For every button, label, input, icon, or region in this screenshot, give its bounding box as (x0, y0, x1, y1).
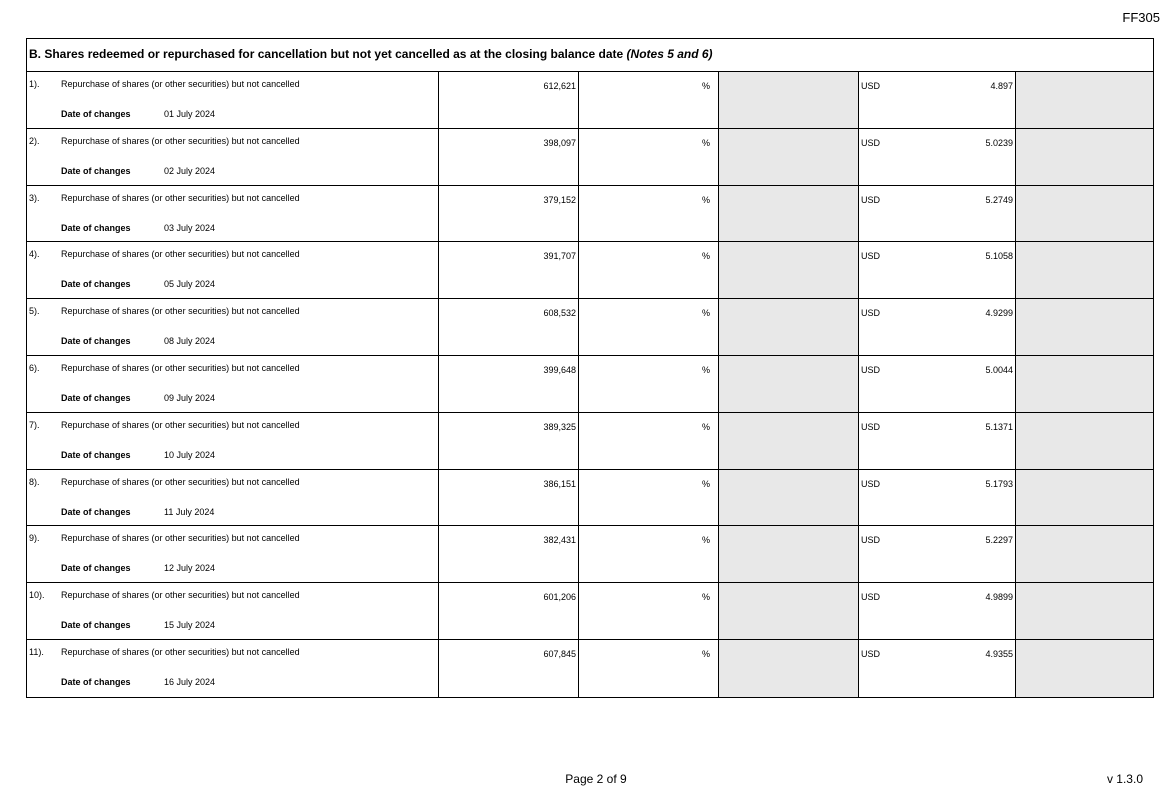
price-value: 5.0044 (985, 364, 1013, 375)
section-title-text: B. Shares redeemed or repurchased for cancellation but not yet cancelled as at the closing balance date (29, 47, 624, 61)
price-cell (858, 583, 1015, 639)
shaded-cell (1015, 526, 1153, 582)
shaded-cell (718, 413, 858, 469)
percent-cell: % (578, 640, 718, 697)
shares-cell: 607,845 (438, 640, 578, 697)
price-value: 5.1371 (985, 421, 1013, 432)
shaded-cell (1015, 299, 1153, 355)
price-cell (858, 470, 1015, 526)
date-of-changes-label: Date of changes (61, 563, 131, 574)
shaded-cell (1015, 413, 1153, 469)
date-of-changes-value: 10 July 2024 (164, 449, 216, 460)
shares-cell: 398,097 (438, 129, 578, 185)
date-of-changes-value: 11 July 2024 (164, 506, 215, 517)
currency-label: USD (861, 81, 881, 91)
shares-cell: 382,431 (438, 526, 578, 582)
date-of-changes-value: 03 July 2024 (164, 222, 216, 233)
currency-label: USD (861, 535, 881, 546)
shaded-cell (1015, 470, 1153, 526)
shaded-cell (718, 640, 858, 697)
row-index: 1). (29, 79, 40, 89)
price-cell (858, 413, 1015, 469)
shaded-cell (718, 72, 858, 128)
row-description: Repurchase of shares (or other securities) but not cancelled (61, 306, 300, 317)
description-cell (27, 470, 438, 526)
shares-cell: 391,707 (438, 242, 578, 298)
row-index: 9). (29, 533, 40, 544)
date-of-changes-label: Date of changes (61, 392, 131, 403)
description-cell (27, 242, 438, 298)
shaded-cell (718, 242, 858, 298)
percent-cell: % (578, 72, 718, 128)
shaded-cell (718, 299, 858, 355)
percent-cell: % (578, 526, 718, 582)
description-cell (27, 129, 438, 185)
section-title (27, 39, 1153, 72)
shaded-cell (1015, 72, 1153, 128)
shaded-cell (1015, 186, 1153, 242)
percent-cell: % (578, 186, 718, 242)
currency-label: USD (861, 194, 881, 205)
date-of-changes-label: Date of changes (61, 336, 131, 347)
shares-cell: 601,206 (438, 583, 578, 639)
shaded-cell (718, 470, 858, 526)
shaded-cell (1015, 242, 1153, 298)
date-of-changes-label: Date of changes (61, 620, 131, 631)
table-row (27, 413, 1153, 470)
currency-label: USD (861, 308, 881, 319)
table-row (27, 356, 1153, 413)
shares-cell: 389,325 (438, 413, 578, 469)
section-notes: (Notes 5 and 6) (626, 47, 713, 61)
price-value: 4.897 (990, 81, 1013, 91)
date-of-changes-label: Date of changes (61, 279, 131, 290)
percent-cell: % (578, 583, 718, 639)
description-cell (27, 640, 438, 697)
percent-cell: % (578, 129, 718, 185)
row-description: Repurchase of shares (or other securities) but not cancelled (61, 476, 300, 487)
row-index: 8). (29, 476, 40, 487)
percent-cell: % (578, 242, 718, 298)
date-of-changes-label: Date of changes (61, 165, 131, 176)
row-description: Repurchase of shares (or other securities) but not cancelled (61, 79, 300, 89)
currency-label: USD (861, 421, 881, 432)
price-cell (858, 640, 1015, 697)
row-index: 2). (29, 135, 40, 146)
price-value: 5.2749 (985, 194, 1013, 205)
price-cell (858, 186, 1015, 242)
currency-label: USD (861, 648, 881, 659)
currency-label: USD (861, 592, 881, 603)
description-cell (27, 583, 438, 639)
description-cell (27, 72, 438, 128)
table-row (27, 242, 1153, 299)
shaded-cell (1015, 356, 1153, 412)
price-value: 4.9899 (985, 592, 1013, 603)
table-body (27, 72, 1153, 697)
table-row (27, 72, 1153, 129)
row-description: Repurchase of shares (or other securities) but not cancelled (61, 533, 300, 544)
date-of-changes-label: Date of changes (61, 676, 131, 687)
row-description: Repurchase of shares (or other securities) but not cancelled (61, 192, 300, 203)
row-description: Repurchase of shares (or other securities) but not cancelled (61, 362, 300, 373)
table-row (27, 583, 1153, 640)
description-cell (27, 186, 438, 242)
date-of-changes-value: 09 July 2024 (164, 392, 216, 403)
row-description: Repurchase of shares (or other securities) but not cancelled (61, 419, 300, 430)
version-label: v 1.3.0 (1106, 772, 1143, 786)
shares-cell: 608,532 (438, 299, 578, 355)
description-cell (27, 356, 438, 412)
shares-cell: 386,151 (438, 470, 578, 526)
row-index: 3). (29, 192, 40, 203)
price-cell (858, 129, 1015, 185)
table-row (27, 640, 1153, 697)
row-index: 11). (29, 646, 44, 657)
shaded-cell (718, 186, 858, 242)
description-cell (27, 413, 438, 469)
shaded-cell (718, 526, 858, 582)
shares-cell: 612,621 (438, 72, 578, 128)
table-row (27, 129, 1153, 186)
date-of-changes-value: 16 July 2024 (164, 676, 216, 687)
description-cell (27, 526, 438, 582)
price-value: 5.1058 (985, 251, 1013, 262)
price-cell (858, 526, 1015, 582)
price-cell (858, 356, 1015, 412)
shaded-cell (718, 129, 858, 185)
percent-cell: % (578, 470, 718, 526)
price-cell (858, 242, 1015, 298)
row-description: Repurchase of shares (or other securities) but not cancelled (61, 249, 300, 260)
currency-label: USD (861, 364, 881, 375)
row-description: Repurchase of shares (or other securities) but not cancelled (61, 646, 300, 657)
date-of-changes-label: Date of changes (61, 222, 131, 233)
price-value: 5.1793 (985, 478, 1013, 489)
date-of-changes-value: 15 July 2024 (164, 620, 216, 631)
date-of-changes-label: Date of changes (61, 449, 131, 460)
row-description: Repurchase of shares (or other securities) but not cancelled (61, 590, 300, 601)
price-value: 4.9355 (985, 648, 1013, 659)
table-row (27, 526, 1153, 583)
page-number: Page 2 of 9 (565, 772, 627, 786)
table-row (27, 470, 1153, 527)
shares-cell: 399,648 (438, 356, 578, 412)
date-of-changes-value: 05 July 2024 (164, 279, 216, 290)
price-value: 4.9299 (985, 308, 1013, 319)
row-index: 4). (29, 249, 40, 260)
currency-label: USD (861, 251, 881, 262)
date-of-changes-value: 02 July 2024 (164, 165, 216, 176)
price-value: 5.0239 (985, 137, 1013, 148)
row-index: 6). (29, 362, 40, 373)
date-of-changes-label: Date of changes (61, 109, 131, 119)
shaded-cell (1015, 640, 1153, 697)
table-row (27, 299, 1153, 356)
percent-cell: % (578, 356, 718, 412)
price-value: 5.2297 (985, 535, 1013, 546)
currency-label: USD (861, 137, 881, 148)
description-cell (27, 299, 438, 355)
date-of-changes-label: Date of changes (61, 506, 131, 517)
form-code: FF305 (1122, 10, 1160, 25)
price-cell (858, 299, 1015, 355)
percent-cell: % (578, 413, 718, 469)
shares-cell: 379,152 (438, 186, 578, 242)
shaded-cell (718, 356, 858, 412)
repurchase-table (26, 38, 1154, 698)
date-of-changes-value: 12 July 2024 (164, 563, 216, 574)
row-index: 7). (29, 419, 40, 430)
shaded-cell (1015, 129, 1153, 185)
date-of-changes-value: 08 July 2024 (164, 336, 216, 347)
row-description: Repurchase of shares (or other securities) but not cancelled (61, 135, 300, 146)
shaded-cell (1015, 583, 1153, 639)
percent-cell: % (578, 299, 718, 355)
shaded-cell (718, 583, 858, 639)
date-of-changes-value: 01 July 2024 (164, 109, 216, 119)
table-row (27, 186, 1153, 243)
row-index: 10). (29, 590, 45, 601)
currency-label: USD (861, 478, 881, 489)
price-cell (858, 72, 1015, 128)
row-index: 5). (29, 306, 40, 317)
